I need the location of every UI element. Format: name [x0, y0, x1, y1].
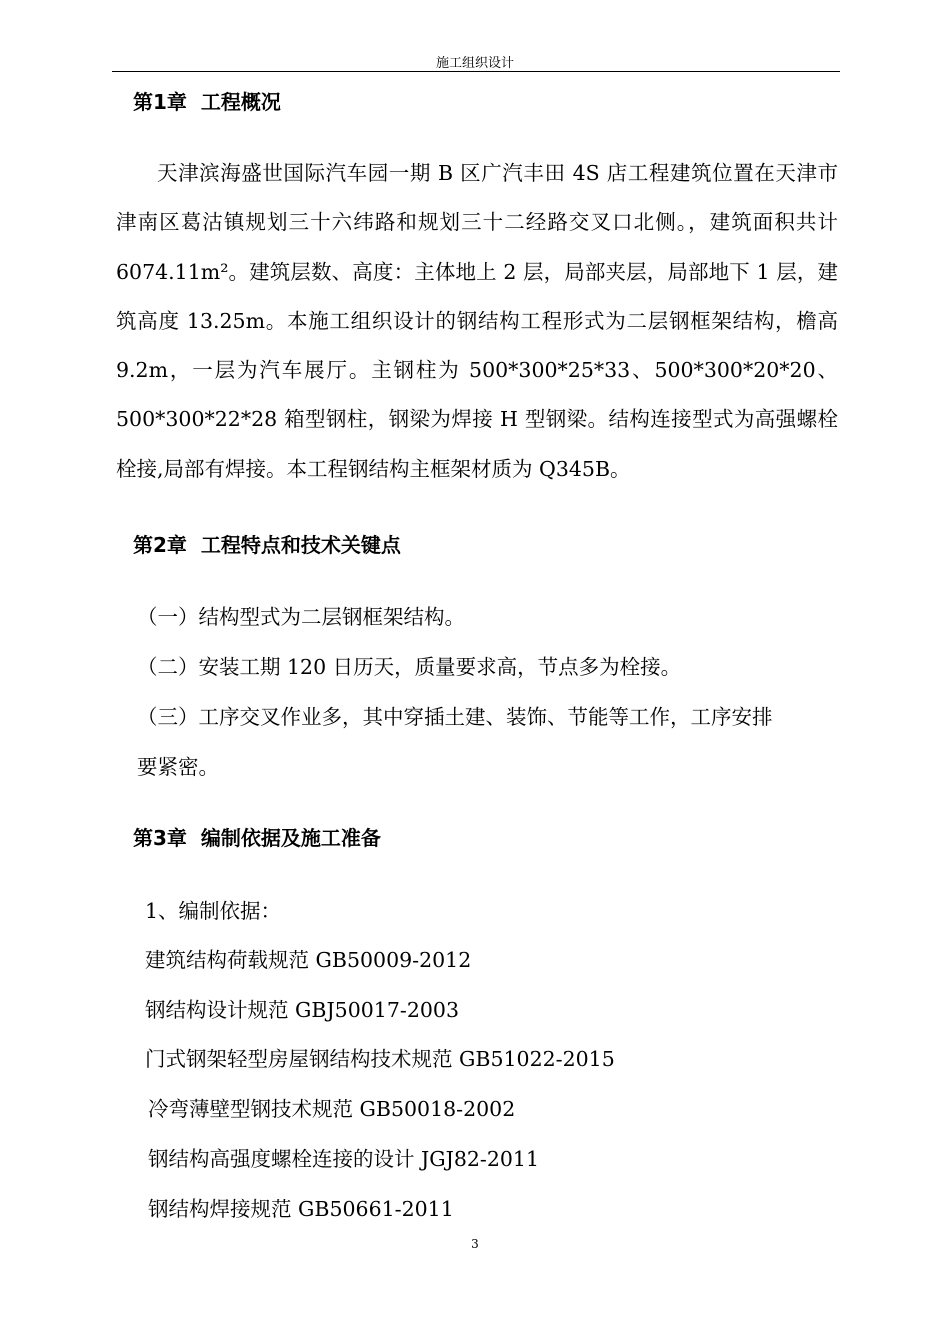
header-title: 施工组织设计: [435, 56, 514, 71]
feature-item-continuation: 要紧密。: [137, 755, 219, 779]
chapter-2-title: 工程特点和技术关键点: [200, 533, 401, 557]
chapter-1-title: 工程概况: [200, 90, 281, 114]
chapter-1-body: 天津滨海盛世国际汽车园一期 B 区广汽丰田 4S 店工程建筑位置在天津市津南区葛沽镇规划三十六纬路和规划三十二经路交叉口北侧。，建筑面积共计 6074.11m²。建筑层数、高度：主体地上 2 层，局部夹层，局部地下 1 层，建筑高度 13.25m。本施工组织设计的钢结构工程形式为二层钢框架结构，檐高 9.2m，一层为汽车展厅。主钢柱为 500*300*25*33、500*300*20*20、500*300*22*28 箱型钢柱，钢梁为焊接 H 型钢梁。结构连接型式为高强螺栓栓接,局部有焊接。本工程钢结构主框架材质为 Q345B。: [116, 161, 838, 481]
reference-item: 钢结构设计规范 GBJ50017-2003: [145, 998, 459, 1022]
reference-item: 冷弯薄壁型钢技术规范 GB50018-2002: [148, 1097, 516, 1121]
basis-subheading: 1、编制依据：: [145, 899, 282, 923]
feature-item: （三）工序交叉作业多，其中穿插土建、装饰、节能等工作，工序安排: [137, 705, 773, 729]
reference-item: 门式钢架轻型房屋钢结构技术规范 GB51022-2015: [145, 1047, 615, 1071]
reference-item: 建筑结构荷载规范 GB50009-2012: [145, 948, 472, 972]
chapter-3-heading: [133, 825, 381, 851]
chapter-2-number: 第2章: [133, 533, 187, 557]
header-divider: [112, 71, 840, 72]
chapter-1-number: 第1章: [133, 90, 187, 114]
feature-item: （一）结构型式为二层钢框架结构。: [137, 605, 465, 629]
page-number: 3: [471, 1237, 479, 1251]
chapter-1-heading: [133, 89, 281, 115]
feature-item: （二）安装工期 120 日历天，质量要求高，节点多为栓接。: [137, 655, 682, 679]
chapter-3-title: 编制依据及施工准备: [200, 826, 381, 850]
reference-item: 钢结构焊接规范 GB50661-2011: [148, 1197, 454, 1221]
chapter-3-number: 第3章: [133, 826, 187, 850]
chapter-2-heading: [133, 532, 401, 558]
reference-item: 钢结构高强度螺栓连接的设计 JGJ82-2011: [148, 1147, 540, 1171]
